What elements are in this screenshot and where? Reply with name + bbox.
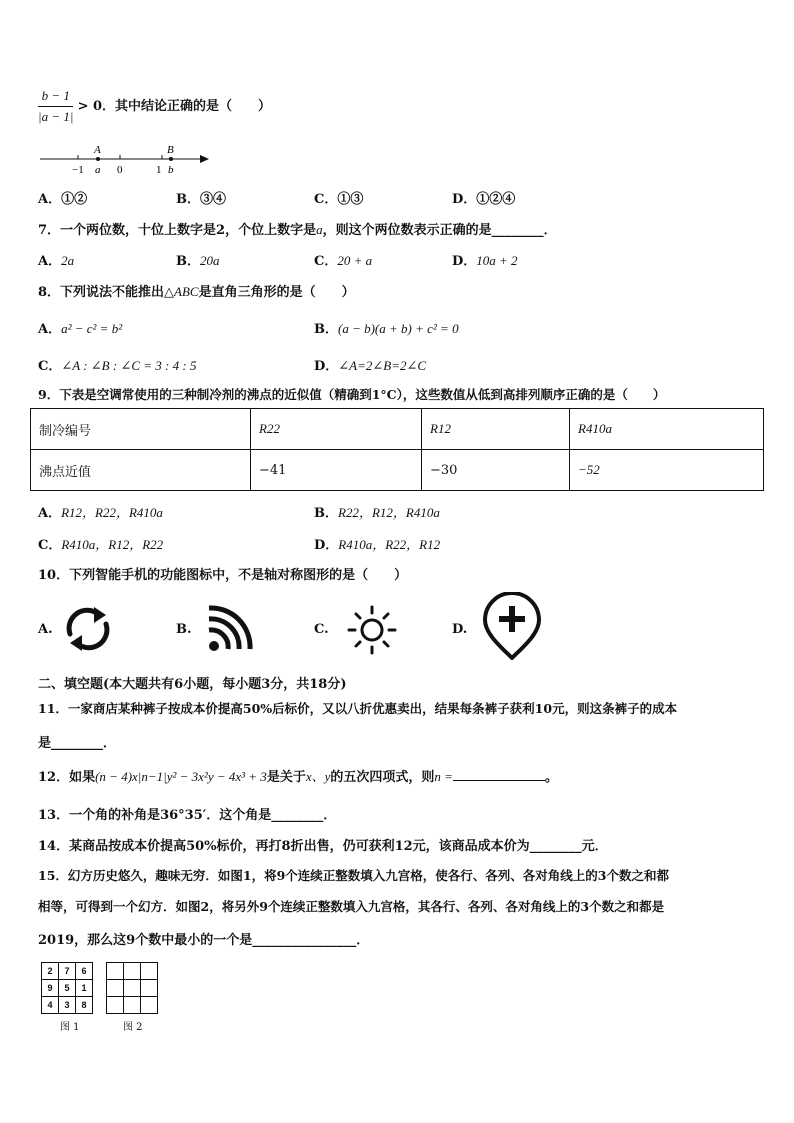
q8-option-a-label: A． [38, 322, 62, 337]
q6-option-d[interactable]: D．①②④ [452, 192, 516, 207]
q10-option-a-label[interactable]: A. [38, 622, 53, 637]
numberline-label-B: B [167, 144, 174, 156]
q6-option-b[interactable]: B．③④ [176, 192, 226, 207]
q7-option-d-expr: 10a + 2 [476, 253, 518, 268]
fig2-cell[interactable] [124, 997, 141, 1014]
rss-icon[interactable] [204, 604, 254, 654]
q15-line2: 相等，可得到一个幻方．如图2，将另外9个连续正整数填入九宫格，其各行、各列、各对角线上的3个数之和都是 [38, 899, 665, 914]
q9-header-cell: R410a [570, 409, 764, 450]
numberline-label-a: a [95, 164, 101, 176]
q9-stem: 9．下表是空调常使用的三种制冷剂的沸点的近似值（精确到1°C），这些数值从低到高排列顺序正确的是（ ） [38, 387, 666, 402]
q8-option-d[interactable] [314, 355, 426, 374]
table-row [42, 980, 93, 997]
numberline-label-b: b [168, 164, 174, 176]
q7-option-c-label: C． [314, 254, 338, 269]
q12-vars: x、y [305, 769, 331, 784]
q7-option-d[interactable] [452, 250, 518, 269]
q8-option-b[interactable] [314, 318, 459, 337]
table-row [107, 997, 158, 1014]
q12-expr: (n − 4)x|n−1|y² − 3x²y − 4x³ + 3 [95, 769, 267, 784]
table-row [107, 963, 158, 980]
q9-option-a-expr: R12，R22，R410a [61, 505, 163, 520]
q7-option-b[interactable] [176, 250, 220, 269]
q9-option-a[interactable] [38, 502, 163, 521]
numberline-tick-neg1: −1 [72, 164, 84, 176]
q7-option-d-label: D． [452, 254, 477, 269]
q10-option-c-label[interactable]: C. [314, 622, 329, 637]
q7-stem-a: 7．一个两位数，十位上数字是2，个位上数字是 [38, 223, 317, 238]
q15-line3: 2019，那么这9个数中最小的一个是________________． [38, 933, 370, 948]
q8-option-d-expr: ∠A=2∠B=2∠C [338, 358, 427, 373]
q12-prefix: 12．如果 [38, 770, 96, 785]
fig2-cell[interactable] [124, 963, 141, 980]
q14-stem: 14．某商品按成本价提高50%标价，再打8折出售，仍可获利12元，该商品成本价为________元． [38, 839, 608, 854]
q9-option-b-label: B． [314, 506, 338, 521]
q12-answer-blank[interactable] [453, 766, 545, 781]
fig2-cell[interactable] [107, 997, 124, 1014]
fig1-cell: 1 [76, 980, 93, 997]
fig2-cell[interactable] [141, 980, 158, 997]
q12-end: 。 [544, 770, 558, 785]
q12-stem [38, 766, 558, 785]
q9-header-cell: R12 [422, 409, 570, 450]
fig2-caption: 图 2 [123, 1022, 143, 1033]
fig1-caption: 图 1 [60, 1022, 80, 1033]
location-plus-icon[interactable] [480, 592, 544, 662]
q6-fraction-line [38, 88, 271, 125]
q6-stem-tail: > 0．其中结论正确的是（ ） [77, 99, 272, 114]
numberline-label-A: A [94, 144, 101, 156]
q8-option-a[interactable] [38, 318, 122, 337]
fig1-cell: 9 [42, 980, 59, 997]
q11-line1: 11．一家商店某种裤子按成本价提高50%后标价，又以八折优惠卖出，结果每条裤子获利10元，则这条裤子的成本 [38, 701, 678, 716]
numberline-tick-0: 0 [117, 164, 123, 176]
q9-option-d[interactable] [314, 534, 440, 553]
table-row [42, 963, 93, 980]
q6-number-line [38, 142, 218, 178]
q7-stem-b: ，则这个两位数表示正确的是________． [322, 223, 557, 238]
numberline-tick-1: 1 [156, 164, 162, 176]
fig1-cell: 5 [59, 980, 76, 997]
q9-option-a-label: A． [38, 506, 62, 521]
q9-header-cell: 制冷编号 [31, 409, 251, 450]
q7-option-a-expr: 2a [61, 253, 75, 268]
table-row [31, 450, 764, 491]
q9-data-cell: 沸点近值 [31, 450, 251, 491]
q12-mid: 是关于 [266, 770, 306, 785]
fig2-cell[interactable] [141, 997, 158, 1014]
q7-option-a-label: A． [38, 254, 62, 269]
q12-ans: n = [434, 769, 453, 784]
table-row [31, 409, 764, 450]
q11-line2: 是________． [38, 736, 117, 751]
q9-data-cell: −30 [422, 450, 570, 491]
q8-option-c[interactable] [38, 355, 196, 374]
q8-option-b-expr: (a − b)(a + b) + c² = 0 [338, 321, 459, 336]
q10-option-b-label[interactable]: B. [176, 622, 192, 637]
q9-option-b[interactable] [314, 502, 440, 521]
fig2-cell[interactable] [107, 963, 124, 980]
q9-data-cell: −41 [251, 450, 422, 491]
section-heading: 二、填空题(本大题共有6小题，每小题3分，共18分) [38, 677, 347, 692]
refresh-icon[interactable] [62, 604, 114, 654]
fig1-cell: 2 [42, 963, 59, 980]
fig1-cell: 3 [59, 997, 76, 1014]
q9-option-c[interactable] [38, 534, 163, 553]
q9-header-cell: R22 [251, 409, 422, 450]
q7-stem [38, 219, 557, 238]
q8-option-b-label: B． [314, 322, 338, 337]
q6-option-a[interactable]: A．①② [38, 192, 88, 207]
q8-stem-tri: △ABC [164, 284, 199, 299]
fig1-cell: 8 [76, 997, 93, 1014]
q9-data-cell: −52 [570, 450, 764, 491]
magic-square-fig2 [106, 962, 158, 1014]
q9-option-d-expr: R410a，R22，R12 [338, 537, 441, 552]
q9-table [30, 408, 764, 491]
q12-tail: 的五次四项式，则 [330, 770, 435, 785]
q6-frac-den: |a − 1| [38, 109, 74, 124]
q8-option-d-label: D． [314, 359, 339, 374]
q6-frac-num: b − 1 [38, 88, 73, 107]
magic-square-fig1 [41, 962, 93, 1014]
q9-option-c-label: C． [38, 538, 62, 553]
table-row [107, 980, 158, 997]
table-row [42, 997, 93, 1014]
q10-stem: 10．下列智能手机的功能图标中，不是轴对称图形的是（ ） [38, 568, 408, 583]
q7-stem-var: a [316, 222, 323, 237]
q9-option-d-label: D． [314, 538, 339, 553]
fig2-cell[interactable] [124, 980, 141, 997]
q9-option-c-expr: R410a，R12，R22 [61, 537, 164, 552]
q8-option-a-expr: a² − c² = b² [61, 321, 123, 336]
q9-option-b-expr: R22，R12，R410a [338, 505, 440, 520]
fig2-cell[interactable] [141, 963, 158, 980]
fig2-cell[interactable] [107, 980, 124, 997]
q8-option-c-expr: ∠A : ∠B : ∠C = 3 : 4 : 5 [61, 358, 197, 373]
q7-option-b-expr: 20a [200, 253, 220, 268]
q6-fraction [38, 88, 73, 125]
q10-option-d-label[interactable]: D. [452, 622, 468, 637]
q8-option-c-label: C． [38, 359, 62, 374]
q8-stem [38, 281, 355, 300]
q7-option-a[interactable] [38, 250, 74, 269]
sun-icon[interactable] [346, 604, 398, 656]
q7-option-c-expr: 20 + a [337, 253, 373, 268]
q13-stem: 13．一个角的补角是36°35′．这个角是________． [38, 808, 337, 823]
q15-line1: 15．幻方历史悠久，趣味无穷．如图1，将9个连续正整数填入九宫格，使各行、各列、各对角线上的3个数之和都 [38, 868, 669, 883]
q7-option-c[interactable] [314, 250, 372, 269]
q7-option-b-label: B． [176, 254, 200, 269]
q6-option-c[interactable]: C．①③ [314, 192, 364, 207]
fig1-cell: 6 [76, 963, 93, 980]
fig1-cell: 4 [42, 997, 59, 1014]
fig1-cell: 7 [59, 963, 76, 980]
q8-stem-b: 是直角三角形的是（ ） [198, 285, 355, 300]
q8-stem-a: 8．下列说法不能推出 [38, 285, 165, 300]
